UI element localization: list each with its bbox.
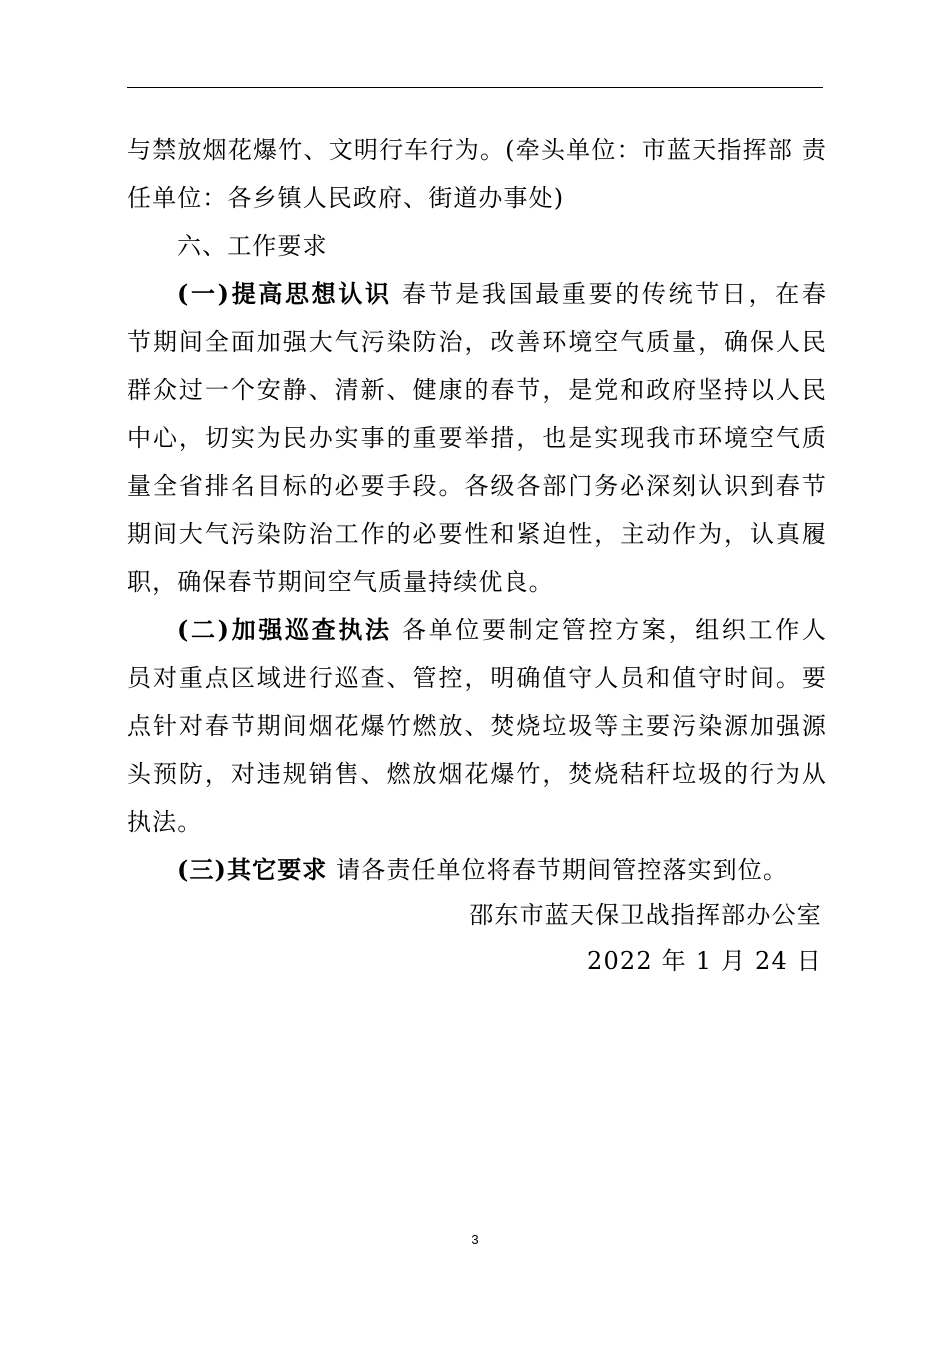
signature-org: 邵东市蓝天保卫战指挥部办公室: [469, 901, 822, 929]
req2-heading: (二)加强巡查执法: [177, 615, 392, 644]
header-rule: [127, 87, 823, 88]
req3-heading: (三)其它要求: [177, 855, 328, 884]
req1-line-4: 中心，切实为民办实事的重要举措，也是实现我市环境空气质: [127, 424, 827, 452]
req3-line-1: 请各责任单位将春节期间管控落实到位。: [336, 856, 788, 884]
req2-line-4: 头预防，对违规销售、燃放烟花爆竹，焚烧秸秆垃圾的行为从: [127, 760, 827, 788]
document-body: [127, 126, 827, 894]
req1-line-6: 期间大气污染防治工作的必要性和紧迫性，主动作为，认真履: [127, 520, 827, 548]
req1-line-2: 节期间全面加强大气污染防治，改善环境空气质量，确保人民: [127, 328, 827, 356]
req1-line-7: 职，确保春节期间空气质量持续优良。: [127, 568, 554, 596]
req2-line-2: 员对重点区域进行巡查、管控，明确值守人员和值守时间。要: [127, 664, 827, 692]
req1-heading: (一)提高思想认识: [177, 279, 392, 308]
req2-line-5: 执法。: [127, 808, 203, 836]
page-number: 3: [471, 1232, 479, 1247]
req1-line-1: 春节是我国最重要的传统节日，在春: [401, 280, 827, 308]
req1-line-3: 群众过一个安静、清新、健康的春节，是党和政府坚持以人民: [127, 376, 827, 404]
req3-first-line: [127, 846, 827, 894]
section-heading: 六、工作要求: [177, 232, 328, 260]
continuation-line-1: 与禁放烟花爆竹、文明行车行为。(牵头单位：市蓝天指挥部 责: [127, 136, 827, 164]
req2-first-line: [127, 606, 827, 654]
req1-line-5: 量全省排名目标的必要手段。各级各部门务必深刻认识到春节: [127, 472, 827, 500]
continuation-line-2: 任单位：各乡镇人民政府、街道办事处): [127, 184, 565, 212]
req2-line-3: 点针对春节期间烟花爆竹燃放、焚烧垃圾等主要污染源加强源: [127, 712, 827, 740]
req2-line-1: 各单位要制定管控方案，组织工作人: [401, 616, 827, 644]
signature-date: 2022 年 1 月 24 日: [586, 947, 822, 975]
req1-first-line: [127, 270, 827, 318]
